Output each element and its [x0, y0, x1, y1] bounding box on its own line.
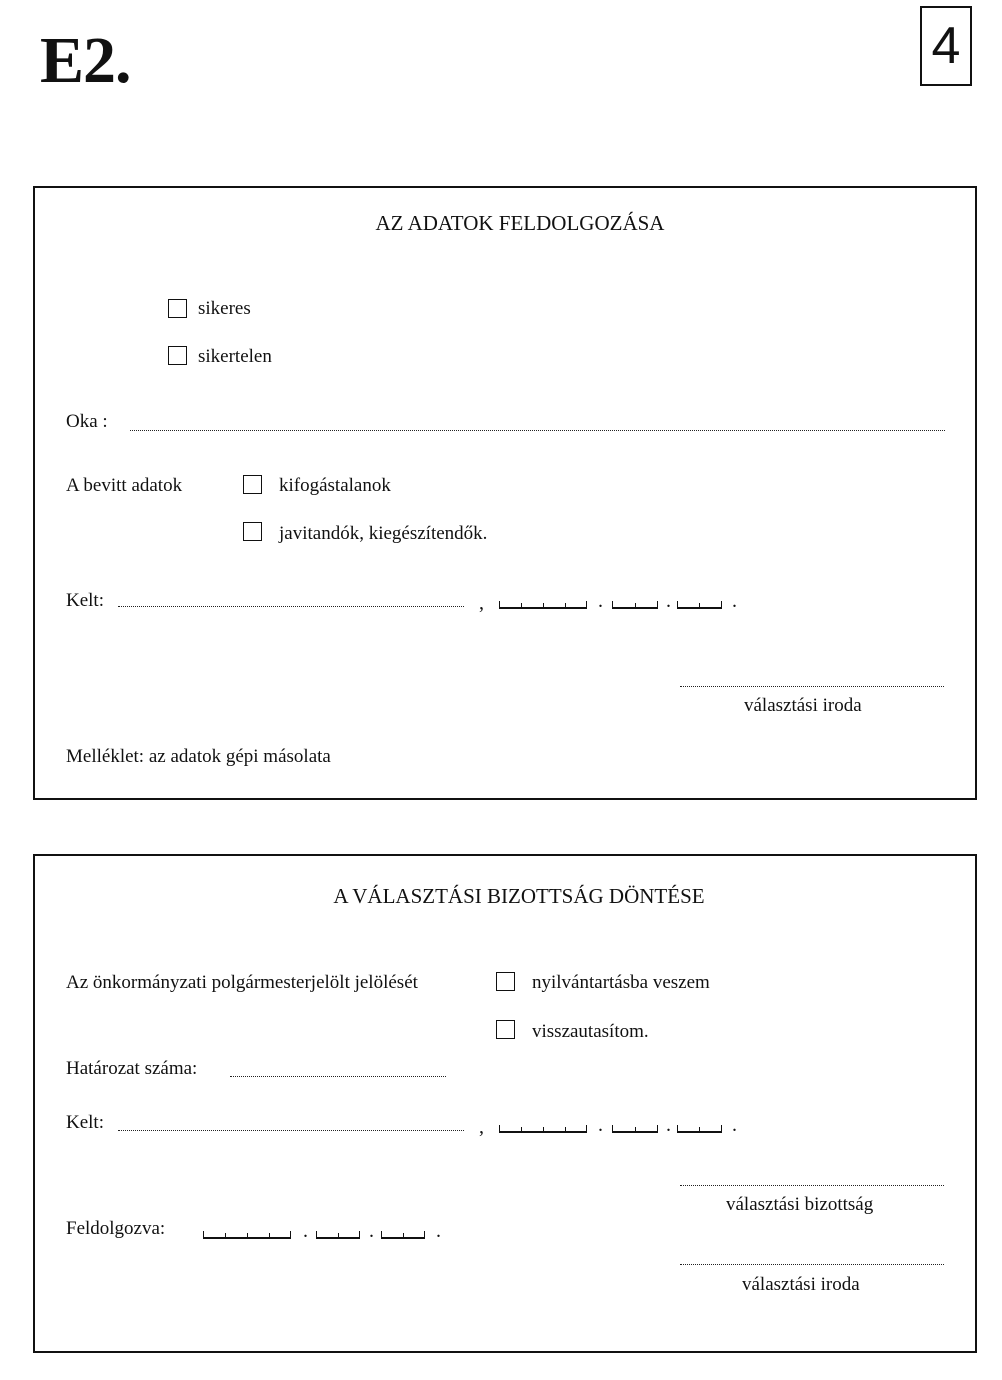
- flawless-checkbox[interactable]: [243, 475, 262, 494]
- month-digit-tick: [635, 603, 636, 609]
- year-digit-tick: [565, 1127, 566, 1133]
- failure-checkbox[interactable]: [168, 346, 187, 365]
- committee-signature-line[interactable]: [680, 1185, 944, 1186]
- entered-data-label: A bevitt adatok: [66, 475, 183, 496]
- reject-checkbox[interactable]: [496, 1020, 515, 1039]
- date-separator-dot: .: [732, 1114, 737, 1136]
- date-separator-dot: .: [303, 1220, 308, 1242]
- date-separator-dot: .: [666, 590, 671, 612]
- decision-date-place-field[interactable]: [118, 1130, 464, 1131]
- day-digit-tick: [699, 1127, 700, 1133]
- to-correct-label: javitandók, kiegészítendők.: [279, 523, 488, 544]
- date-separator-dot: .: [436, 1220, 441, 1242]
- processing-title: AZ ADATOK FELDOLGOZÁSA: [375, 211, 665, 235]
- reject-label: visszautasítom.: [532, 1021, 649, 1042]
- failure-label: sikertelen: [198, 346, 272, 367]
- day-digit-tick: [699, 603, 700, 609]
- page-number-box: 4: [920, 6, 972, 86]
- year-digit-tick: [269, 1233, 270, 1239]
- month-digit-tick: [338, 1233, 339, 1239]
- committee-signature-caption: választási bizottság: [726, 1194, 874, 1215]
- date-label: Kelt:: [66, 590, 104, 611]
- flawless-label: kifogástalanok: [279, 475, 391, 496]
- processed-label: Feldolgozva:: [66, 1218, 166, 1239]
- to-correct-checkbox[interactable]: [243, 522, 262, 541]
- processed-office-signature-line[interactable]: [680, 1264, 944, 1265]
- year-digit-tick: [521, 1127, 522, 1133]
- day-digit-tick: [403, 1233, 404, 1239]
- nomination-label: Az önkormányzati polgármesterjelölt jelölését: [66, 972, 418, 993]
- year-digit-tick: [543, 1127, 544, 1133]
- success-label: sikeres: [198, 298, 251, 319]
- resolution-number-label: Határozat száma:: [66, 1058, 198, 1079]
- register-checkbox[interactable]: [496, 972, 515, 991]
- month-digit-tick: [635, 1127, 636, 1133]
- decision-date-comma: ,: [479, 1116, 484, 1138]
- year-digit-tick: [225, 1233, 226, 1239]
- date-separator-dot: .: [369, 1220, 374, 1242]
- office-signature-line[interactable]: [680, 686, 944, 687]
- date-separator-dot: .: [666, 1114, 671, 1136]
- office-signature-caption: választási iroda: [744, 695, 862, 716]
- resolution-number-field[interactable]: [230, 1076, 446, 1077]
- reason-field[interactable]: [130, 430, 945, 431]
- date-separator-dot: .: [732, 590, 737, 612]
- reason-label: Oka :: [66, 411, 108, 432]
- attachment-note: Melléklet: az adatok gépi másolata: [66, 746, 331, 767]
- year-digit-tick: [543, 603, 544, 609]
- date-comma: ,: [479, 592, 484, 614]
- register-label: nyilvántartásba veszem: [532, 972, 710, 993]
- success-checkbox[interactable]: [168, 299, 187, 318]
- date-separator-dot: .: [598, 590, 603, 612]
- form-code: E2.: [40, 24, 131, 97]
- year-digit-tick: [521, 603, 522, 609]
- processed-office-signature-caption: választási iroda: [742, 1274, 860, 1295]
- year-digit-tick: [247, 1233, 248, 1239]
- date-separator-dot: .: [598, 1114, 603, 1136]
- decision-title: A VÁLASZTÁSI BIZOTTSÁG DÖNTÉSE: [333, 884, 705, 908]
- decision-date-label: Kelt:: [66, 1112, 104, 1133]
- date-place-field[interactable]: [118, 606, 464, 607]
- year-digit-tick: [565, 603, 566, 609]
